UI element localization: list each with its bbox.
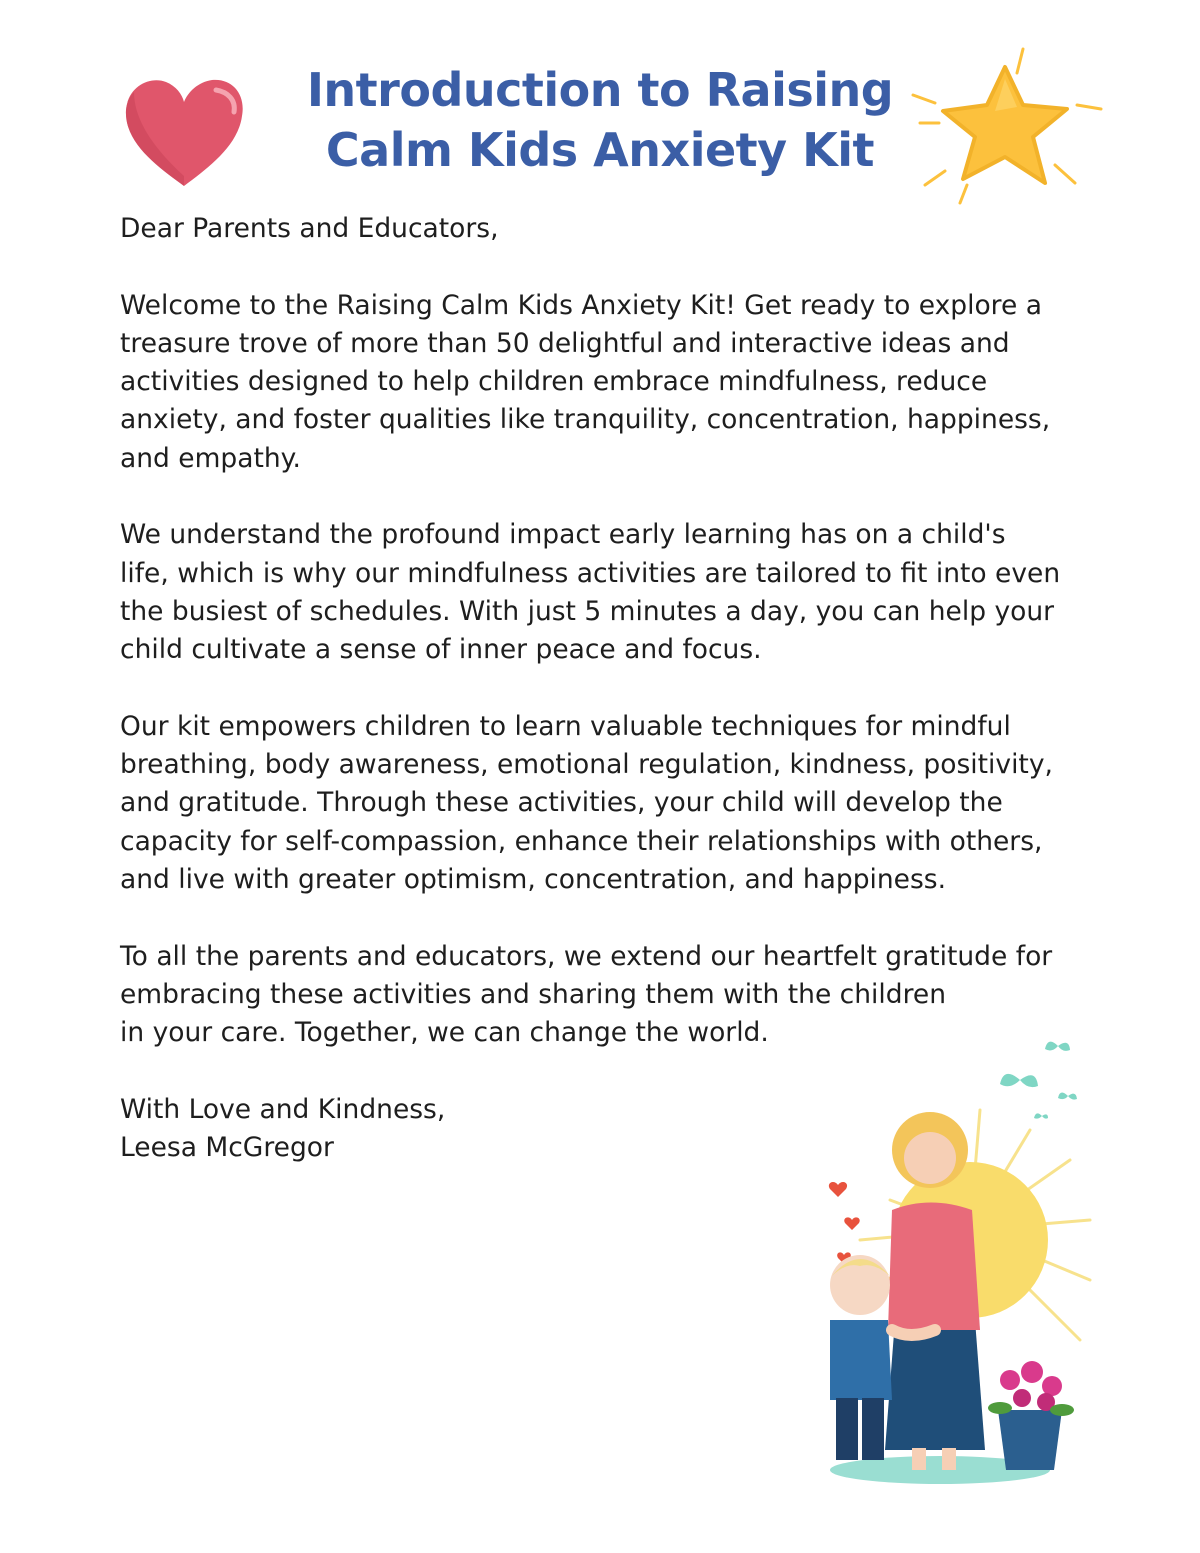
text-line: Our kit empowers children to learn valuable techniques for mindful (120, 710, 1011, 742)
text-line: activities designed to help children embrace mindfulness, reduce (120, 366, 988, 398)
butterfly-icon (1000, 1042, 1077, 1119)
signature: Leesa McGregor (120, 1132, 334, 1164)
mother-child-sun-illustration (800, 1030, 1100, 1490)
heart-icon (829, 1182, 860, 1264)
text-line: and empathy. (120, 442, 301, 474)
text-line: capacity for self-compassion, enhance their relationships with others, (120, 825, 1043, 857)
title-line-1: Introduction to Raising (306, 63, 894, 117)
text-line: breathing, body awareness, emotional regulation, kindness, positivity, (120, 749, 1053, 781)
heart-icon (120, 72, 248, 190)
text-line: and gratitude. Through these activities, your child will develop the (120, 787, 1003, 819)
flower-icon (988, 1361, 1074, 1416)
text-line: We understand the profound impact early learning has on a child's (120, 519, 1006, 551)
closing: With Love and Kindness, (120, 1093, 446, 1125)
text-line: anxiety, and foster qualities like tranquility, concentration, happiness, (120, 404, 1051, 436)
text-line: life, which is why our mindfulness activities are tailored to fit into even (120, 557, 1061, 589)
paragraph-welcome (120, 287, 1085, 478)
text-line: in your care. Together, we can change the world. (120, 1017, 769, 1049)
letter-body (120, 210, 1085, 1167)
page-title (250, 60, 950, 180)
letter-greeting: Dear Parents and Educators, (120, 213, 499, 244)
text-line: To all the parents and educators, we extend our heartfelt gratitude for (120, 940, 1053, 972)
text-line: the busiest of schedules. With just 5 minutes a day, you can help your (120, 595, 1055, 627)
text-line: Welcome to the Raising Calm Kids Anxiety Kit! Get ready to explore a (120, 289, 1042, 321)
title-line-2: Calm Kids Anxiety Kit (325, 123, 875, 177)
paragraph-kit-empowers (120, 708, 1085, 899)
paragraph-early-learning (120, 516, 1085, 669)
text-line: and live with greater optimism, concentration, and happiness. (120, 864, 947, 896)
text-line: child cultivate a sense of inner peace and focus. (120, 634, 762, 666)
text-line: treasure trove of more than 50 delightful and interactive ideas and (120, 327, 1010, 359)
text-line: embracing these activities and sharing them with the children (120, 978, 946, 1010)
